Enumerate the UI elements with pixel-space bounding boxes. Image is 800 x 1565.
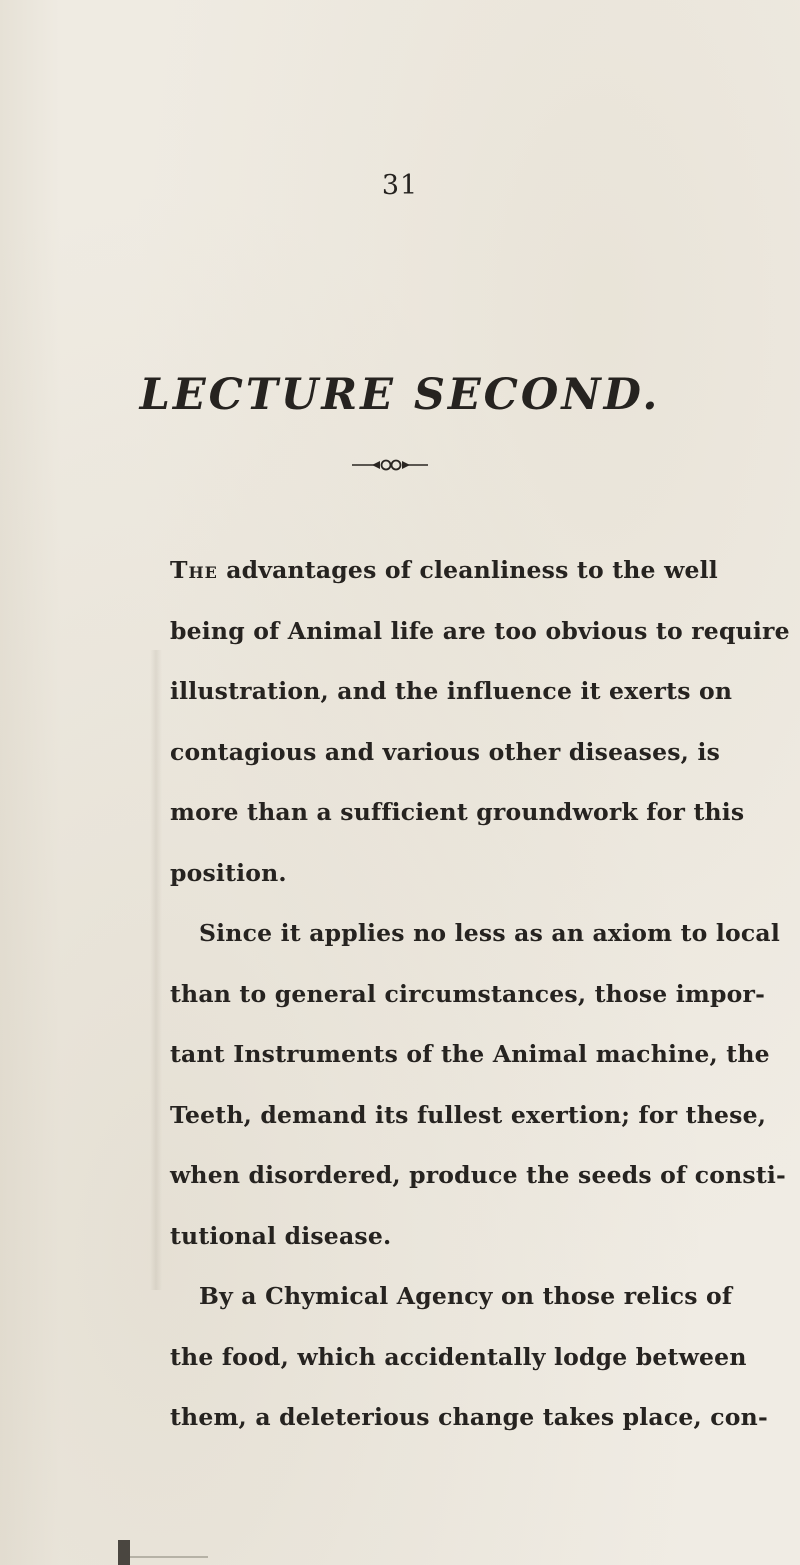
- text-line: than to general circumstances, those impor-: [170, 979, 766, 1008]
- printer-ornament-icon: [350, 458, 430, 472]
- text-line: more than a sufficient groundwork for this: [170, 798, 745, 826]
- text-line: Teeth, demand its fullest exertion; for these,: [170, 1100, 767, 1129]
- paragraph-1: [170, 540, 790, 903]
- text-line: tutional disease.: [170, 1221, 392, 1250]
- text-line: position.: [170, 858, 287, 887]
- text-line: them, a deleterious change takes place, con-: [170, 1403, 768, 1431]
- paragraph-2: [170, 903, 786, 1266]
- page-edge-line: [118, 1556, 208, 1558]
- text-line: illustration, and the influence it exerts on: [170, 677, 733, 705]
- page-number: 31: [381, 170, 419, 201]
- text-line: contagious and various other diseases, is: [170, 737, 720, 766]
- text-line-lead: The: [170, 556, 218, 584]
- text-line: Since it applies no less as an axiom to local: [199, 919, 780, 947]
- page-corner-mark: [118, 1540, 130, 1565]
- gutter-shadow: [150, 650, 162, 1290]
- text-line: being of Animal life are too obvious to require: [170, 616, 790, 645]
- text-line: the food, which accidentally lodge between: [170, 1342, 747, 1371]
- paragraph-3: [170, 1266, 770, 1448]
- body-text: [170, 540, 790, 1448]
- text-line: By a Chymical Agency on those relics of: [199, 1282, 733, 1310]
- text-line: The advantages of cleanliness to the well: [170, 556, 718, 584]
- text-line: when disordered, produce the seeds of consti-: [170, 1161, 786, 1189]
- text-line: tant Instruments of the Animal machine, the: [170, 1040, 770, 1068]
- chapter-title: LECTURE SECOND.: [139, 370, 661, 420]
